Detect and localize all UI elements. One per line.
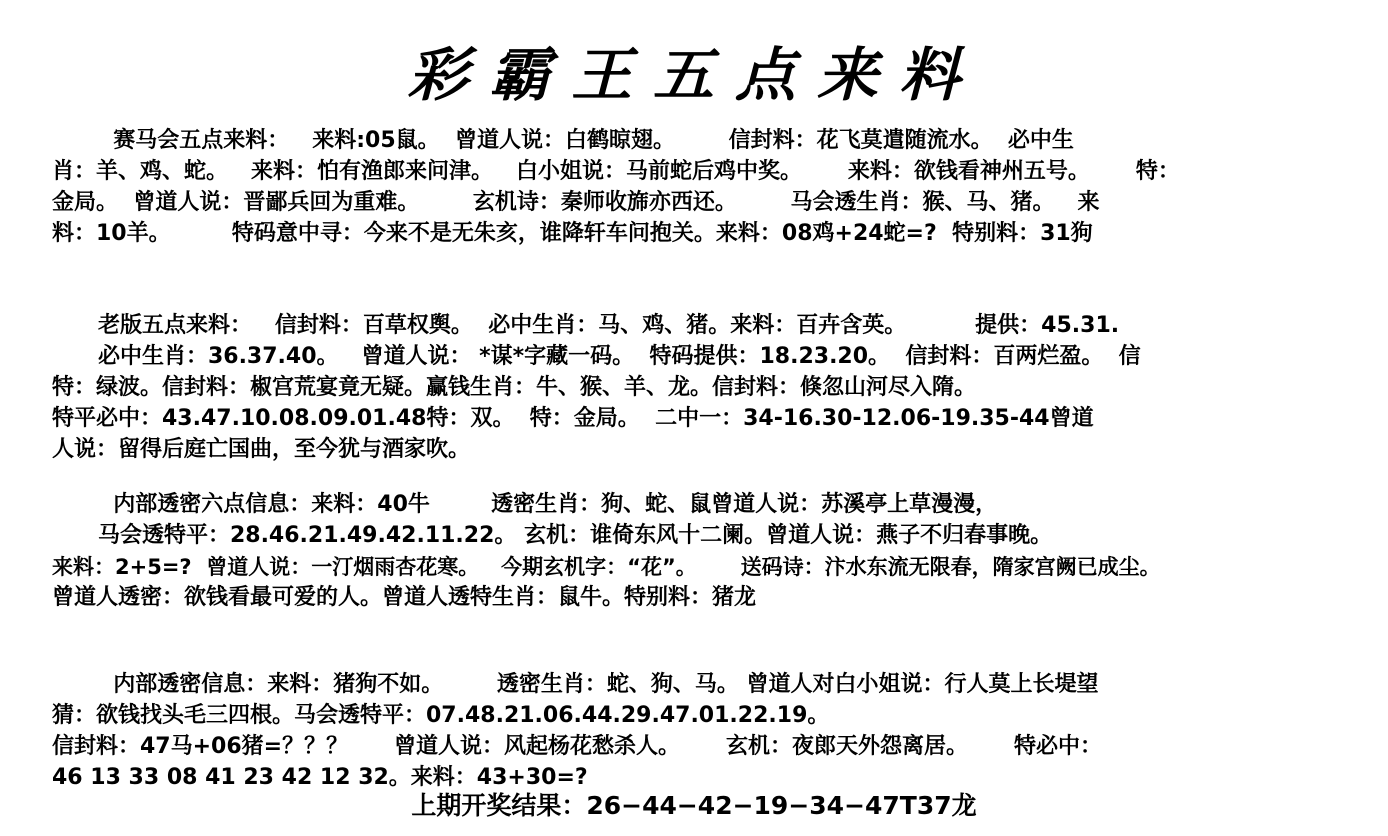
text-line: 料：10羊。 特码意中寻：今来不是无朱亥，谁降轩车问抱关。来料：08鸡+24蛇=? 特别料：31狗 xyxy=(52,221,1093,246)
text-line: 特：绿波。信封料：椒宫荒宴竟无疑。赢钱生肖：牛、猴、羊、龙。信封料：倏忽山河尽入隋。 xyxy=(52,375,977,400)
text-line: 赛马会五点来料： 来料:05鼠。 曾道人说：白鹤晾翅。 信封料：花飞莫遣随流水。 必中生 xyxy=(52,128,1074,153)
text-line: 46 13 33 08 41 23 42 12 32。来料：43+30=? xyxy=(52,765,588,790)
text-line: 内部透密信息：来料：猪狗不如。 透密生肖：蛇、狗、马。 曾道人对白小姐说：行人莫上长堤望 xyxy=(52,672,1099,697)
page-title: 彩霸王五点来料 xyxy=(407,41,981,109)
text-line: 特平必中：43.47.10.08.09.01.48特：双。 特：金局。 二中一：34-16.30-12.06-19.35-44曾道 xyxy=(52,406,1094,431)
text-line: 猜：欲钱找头毛三四根。马会透特平：07.48.21.06.44.29.47.01.22.19。 xyxy=(52,703,830,728)
last-draw-result: 上期开奖结果：26−44−42−19−34−47T37龙 xyxy=(411,791,977,820)
text-line: 金局。 曾道人说：晋鄙兵回为重难。 玄机诗：秦师收旆亦西还。 马会透生肖：猴、马、猪。 来 xyxy=(52,190,1100,215)
text-line: 曾道人透密：欲钱看最可爱的人。曾道人透特生肖：鼠牛。特别料：猪龙 xyxy=(52,585,757,610)
text-line: 来料：2+5=? 曾道人说：一汀烟雨杏花寒。 今期玄机字：“花”。 送码诗：汴水东流无限春，隋家宫阙已成尘。 xyxy=(52,555,1161,579)
text-line: 老版五点来料： 信封料：百草权舆。 必中生肖：马、鸡、猪。来料：百卉含英。 提供：45.31. xyxy=(52,313,1120,338)
text-line: 马会透特平：28.46.21.49.42.11.22。 玄机：谁倚东风十二阑。曾道人说：燕子不归春事晚。 xyxy=(52,523,1053,548)
text-line: 必中生肖：36.37.40。 曾道人说： *谋*字藏一码。 特码提供：18.23.20。 信封料：百两烂盈。 信 xyxy=(52,344,1141,369)
text-line: 内部透密六点信息：来料：40牛 透密生肖：狗、蛇、鼠曾道人说：苏溪亭上草漫漫， xyxy=(52,492,998,517)
text-line: 肖：羊、鸡、蛇。 来料：怕有渔郎来问津。 白小姐说：马前蛇后鸡中奖。 来料：欲钱看神州五号。 特： xyxy=(52,159,1180,184)
text-line: 信封料：47马+06猪=？？？ 曾道人说：风起杨花愁杀人。 玄机：夜郎天外怨离居。 特必中： xyxy=(52,734,1102,759)
text-line: 人说：留得后庭亡国曲，至今犹与酒家吹。 xyxy=(52,437,471,462)
